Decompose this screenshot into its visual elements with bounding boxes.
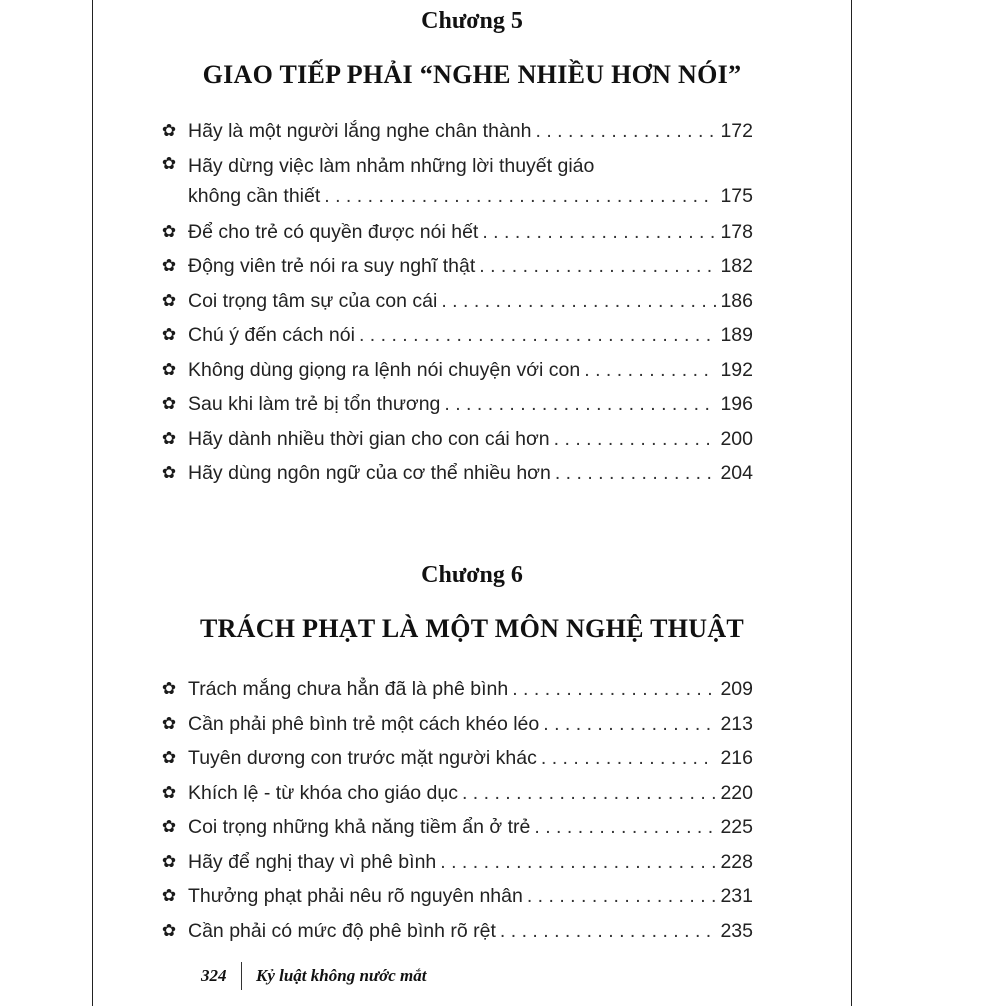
toc-entry[interactable] — [161, 456, 753, 491]
toc-entry-page: 186 — [720, 289, 753, 312]
chapter-5-toc — [161, 114, 753, 491]
toc-entry[interactable] — [161, 353, 753, 388]
leader-dots — [554, 422, 717, 457]
toc-entry-title-line1: Hãy dừng việc làm nhảm những lời thuyết giáo — [188, 154, 595, 177]
toc-entry[interactable] — [161, 422, 753, 457]
toc-entry[interactable] — [161, 114, 753, 149]
toc-entry-page: 196 — [720, 393, 753, 415]
chapter-6-toc — [161, 672, 753, 948]
toc-entry-title: Động viên trẻ nói ra suy nghĩ thật — [188, 255, 476, 277]
leader-dots — [541, 741, 717, 776]
leader-dots — [500, 914, 717, 949]
leader-dots — [555, 456, 717, 491]
toc-entry-title: Hãy là một người lắng nghe chân thành — [188, 120, 532, 142]
toc-entry-page: 213 — [720, 712, 753, 735]
leader-dots — [324, 181, 716, 211]
toc-entry-title: Hãy dành nhiều thời gian cho con cái hơn — [188, 427, 550, 450]
toc-entry-title: Trách mắng chưa hẳn đã là phê bình — [188, 678, 509, 700]
toc-entry[interactable] — [161, 215, 753, 250]
toc-entry-title: Coi trọng những khả năng tiềm ẩn ở trẻ — [188, 816, 531, 838]
flower-bullet-icon: ✿ — [161, 748, 177, 767]
toc-entry-title: Để cho trẻ có quyền được nói hết — [188, 220, 479, 243]
flower-bullet-icon: ✿ — [161, 428, 177, 448]
toc-entry[interactable] — [161, 741, 753, 776]
toc-entry-title: Khích lệ - từ khóa cho giáo dục — [188, 781, 458, 804]
toc-entry-title: Tuyên dương con trước mặt người khác — [188, 747, 537, 769]
flower-bullet-icon: ✿ — [161, 679, 177, 698]
footer-book-title: Kỷ luật không nước mắt — [256, 966, 427, 985]
toc-entry-page: 200 — [720, 427, 753, 450]
flower-bullet-icon: ✿ — [161, 359, 177, 379]
flower-bullet-icon: ✿ — [161, 851, 177, 871]
leader-dots — [543, 707, 716, 742]
toc-entry[interactable] — [161, 672, 753, 707]
toc-entry-title: Sau khi làm trẻ bị tổn thương — [188, 393, 441, 415]
toc-entry-page: 235 — [720, 919, 753, 942]
toc-entry-page: 220 — [720, 781, 753, 804]
leader-dots — [527, 879, 717, 914]
toc-entry[interactable] — [161, 387, 753, 422]
toc-entry[interactable] — [161, 914, 753, 949]
footer-divider — [241, 962, 243, 990]
book-page — [92, 0, 852, 1006]
leader-dots — [512, 672, 716, 707]
flower-bullet-icon: ✿ — [161, 153, 177, 173]
toc-entry-page: 204 — [720, 462, 753, 484]
toc-entry-page: 175 — [720, 184, 753, 207]
leader-dots — [462, 776, 716, 811]
toc-entry[interactable] — [161, 810, 753, 845]
chapter-6-title: TRÁCH PHẠT LÀ MỘT MÔN NGHỆ THUẬT — [199, 614, 745, 643]
chapter-6-number: Chương 6 — [421, 562, 523, 588]
toc-entry-title: không cần thiết — [188, 184, 321, 207]
toc-entry[interactable] — [161, 284, 753, 319]
toc-entry-title: Coi trọng tâm sự của con cái — [188, 289, 438, 312]
chapter-5-number: Chương 5 — [421, 8, 523, 34]
toc-entry-page: 172 — [720, 120, 753, 142]
flower-bullet-icon: ✿ — [161, 256, 177, 275]
footer-page-number: 324 — [201, 966, 227, 985]
page-footer — [201, 962, 426, 990]
flower-bullet-icon: ✿ — [161, 782, 177, 802]
toc-entry-page: 189 — [720, 324, 753, 346]
leader-dots — [584, 353, 716, 388]
leader-dots — [479, 249, 716, 284]
flower-bullet-icon: ✿ — [161, 886, 177, 905]
toc-entry-page: 209 — [720, 678, 753, 700]
toc-entry-title: Không dùng giọng ra lệnh nói chuyện với con — [188, 358, 581, 381]
flower-bullet-icon: ✿ — [161, 121, 177, 140]
toc-entry-page: 178 — [720, 220, 753, 243]
flower-bullet-icon: ✿ — [161, 290, 177, 310]
toc-entry-page: 192 — [720, 358, 753, 381]
flower-bullet-icon: ✿ — [161, 463, 177, 482]
toc-entry[interactable] — [161, 776, 753, 811]
leader-dots — [482, 215, 716, 250]
leader-dots — [444, 387, 716, 422]
flower-bullet-icon: ✿ — [161, 325, 177, 344]
leader-dots — [441, 284, 716, 319]
flower-bullet-icon: ✿ — [161, 394, 177, 413]
toc-entry-page: 228 — [720, 850, 753, 873]
toc-entry-title: Hãy để nghị thay vì phê bình — [188, 850, 437, 873]
toc-entry-page: 216 — [720, 747, 753, 769]
leader-dots — [359, 318, 717, 353]
leader-dots — [535, 114, 716, 149]
flower-bullet-icon: ✿ — [161, 713, 177, 733]
toc-entry-page: 231 — [720, 885, 753, 907]
toc-entry[interactable] — [161, 149, 753, 215]
toc-entry[interactable] — [161, 707, 753, 742]
toc-entry-title: Cần phải có mức độ phê bình rõ rệt — [188, 919, 496, 942]
leader-dots — [440, 845, 716, 880]
flower-bullet-icon: ✿ — [161, 221, 177, 241]
leader-dots — [534, 810, 716, 845]
toc-entry-title: Chú ý đến cách nói — [188, 324, 355, 346]
toc-entry-page: 182 — [720, 255, 753, 277]
toc-entry-title: Hãy dùng ngôn ngữ của cơ thể nhiều hơn — [188, 462, 551, 484]
toc-entry-page: 225 — [720, 816, 753, 838]
toc-entry[interactable] — [161, 845, 753, 880]
toc-entry-title: Cần phải phê bình trẻ một cách khéo léo — [188, 712, 540, 735]
toc-entry-title: Thưởng phạt phải nêu rõ nguyên nhân — [188, 885, 523, 907]
flower-bullet-icon: ✿ — [161, 920, 177, 940]
toc-entry[interactable] — [161, 879, 753, 914]
chapter-5-title: GIAO TIẾP PHẢI “NGHE NHIỀU HƠN NÓI” — [202, 60, 742, 89]
flower-bullet-icon: ✿ — [161, 817, 177, 836]
toc-entry[interactable] — [161, 318, 753, 353]
toc-entry[interactable] — [161, 249, 753, 284]
